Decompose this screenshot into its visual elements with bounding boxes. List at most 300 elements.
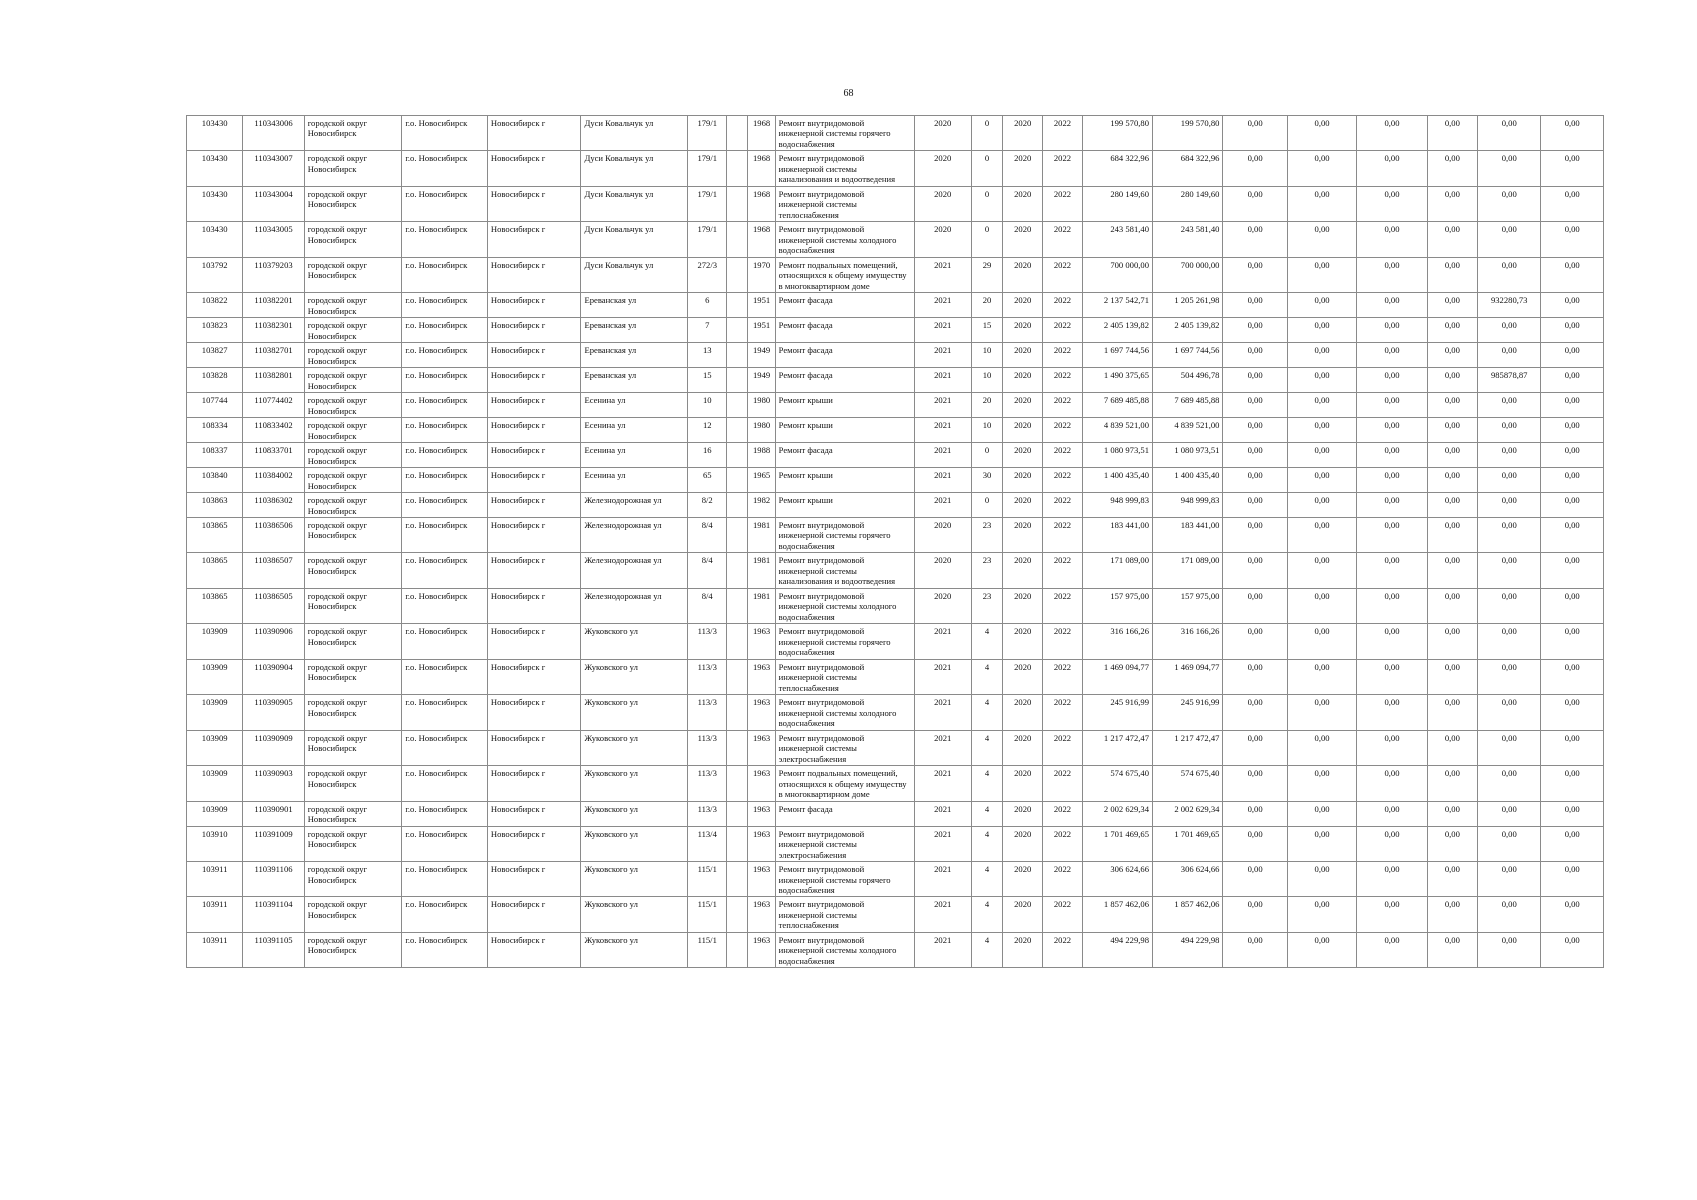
table-row: [187, 766, 1604, 801]
plan-year-cell: 2020: [914, 517, 971, 552]
page-number: 68: [843, 88, 854, 99]
house-number-cell: 8/4: [688, 553, 727, 588]
period-end-cell: 2022: [1043, 517, 1082, 552]
total-cost-cell: 2 137 542,71: [1082, 293, 1152, 318]
settlement-cell: Новосибирск г: [487, 186, 581, 221]
fund-cost-cell: 504 496,78: [1153, 368, 1223, 393]
street-cell: Дуси Ковальчук ул: [581, 257, 688, 292]
local-funds-cell: 0,00: [1357, 624, 1427, 659]
work-type-cell: Ремонт внутридомовой инженерной системы горячего водоснабжения: [775, 517, 914, 552]
owner-funds-cell: 0,00: [1478, 695, 1541, 730]
period-start-cell: 2020: [1003, 624, 1043, 659]
period-end-cell: 2022: [1043, 343, 1082, 368]
period-end-cell: 2022: [1043, 826, 1082, 861]
period-start-cell: 2020: [1003, 897, 1043, 932]
house-number-cell: 65: [688, 468, 727, 493]
plan-year-cell: 2021: [914, 695, 971, 730]
building-letter-cell: [727, 443, 748, 468]
owner-funds-cell: 0,00: [1478, 932, 1541, 967]
period-start-cell: 2020: [1003, 116, 1043, 151]
house-id-cell: 103909: [187, 695, 243, 730]
extra-funds-cell: 0,00: [1541, 257, 1604, 292]
period-start-cell: 2020: [1003, 293, 1043, 318]
regional-funds-cell: 0,00: [1287, 801, 1356, 826]
build-year-cell: 1963: [748, 932, 775, 967]
table-row: [187, 862, 1604, 897]
municipality-cell: городской округ Новосибирск: [304, 418, 402, 443]
federal-funds-cell: 0,00: [1223, 517, 1287, 552]
street-cell: Есенина ул: [581, 393, 688, 418]
settlement-cell: Новосибирск г: [487, 443, 581, 468]
municipality-cell: городской округ Новосибирск: [304, 730, 402, 765]
federal-funds-cell: 0,00: [1223, 368, 1287, 393]
regional-funds-cell: 0,00: [1287, 493, 1356, 518]
regional-funds-cell: 0,00: [1287, 897, 1356, 932]
settlement-cell: Новосибирск г: [487, 826, 581, 861]
work-code-cell: 110384002: [243, 468, 304, 493]
total-cost-cell: 306 624,66: [1082, 862, 1152, 897]
period-end-cell: 2022: [1043, 766, 1082, 801]
period-start-cell: 2020: [1003, 659, 1043, 694]
other-funds-cell: 0,00: [1427, 186, 1477, 221]
settlement-cell: Новосибирск г: [487, 624, 581, 659]
urban-district-cell: г.о. Новосибирск: [402, 443, 488, 468]
period-end-cell: 2022: [1043, 257, 1082, 292]
period-start-cell: 2020: [1003, 257, 1043, 292]
other-funds-cell: 0,00: [1427, 897, 1477, 932]
settlement-cell: Новосибирск г: [487, 801, 581, 826]
building-letter-cell: [727, 222, 748, 257]
work-type-cell: Ремонт внутридомовой инженерной системы электроснабжения: [775, 826, 914, 861]
wear-percent-cell: 29: [971, 257, 1002, 292]
street-cell: Жуковского ул: [581, 766, 688, 801]
urban-district-cell: г.о. Новосибирск: [402, 766, 488, 801]
period-start-cell: 2020: [1003, 553, 1043, 588]
building-letter-cell: [727, 862, 748, 897]
total-cost-cell: 700 000,00: [1082, 257, 1152, 292]
other-funds-cell: 0,00: [1427, 932, 1477, 967]
street-cell: Есенина ул: [581, 418, 688, 443]
urban-district-cell: г.о. Новосибирск: [402, 222, 488, 257]
extra-funds-cell: 0,00: [1541, 186, 1604, 221]
building-letter-cell: [727, 766, 748, 801]
building-letter-cell: [727, 468, 748, 493]
house-number-cell: 113/3: [688, 695, 727, 730]
total-cost-cell: 183 441,00: [1082, 517, 1152, 552]
period-end-cell: 2022: [1043, 897, 1082, 932]
federal-funds-cell: 0,00: [1223, 766, 1287, 801]
work-code-cell: 110390906: [243, 624, 304, 659]
table-row: [187, 730, 1604, 765]
house-id-cell: 103909: [187, 659, 243, 694]
other-funds-cell: 0,00: [1427, 318, 1477, 343]
urban-district-cell: г.о. Новосибирск: [402, 493, 488, 518]
house-number-cell: 6: [688, 293, 727, 318]
period-end-cell: 2022: [1043, 443, 1082, 468]
period-start-cell: 2020: [1003, 588, 1043, 623]
extra-funds-cell: 0,00: [1541, 293, 1604, 318]
house-id-cell: 103827: [187, 343, 243, 368]
local-funds-cell: 0,00: [1357, 659, 1427, 694]
build-year-cell: 1963: [748, 801, 775, 826]
municipality-cell: городской округ Новосибирск: [304, 222, 402, 257]
period-start-cell: 2020: [1003, 368, 1043, 393]
other-funds-cell: 0,00: [1427, 659, 1477, 694]
municipality-cell: городской округ Новосибирск: [304, 257, 402, 292]
work-code-cell: 110833701: [243, 443, 304, 468]
table-row: [187, 826, 1604, 861]
owner-funds-cell: 0,00: [1478, 730, 1541, 765]
work-type-cell: Ремонт фасада: [775, 293, 914, 318]
owner-funds-cell: 0,00: [1478, 862, 1541, 897]
other-funds-cell: 0,00: [1427, 826, 1477, 861]
wear-percent-cell: 20: [971, 293, 1002, 318]
local-funds-cell: 0,00: [1357, 293, 1427, 318]
fund-cost-cell: 1 697 744,56: [1153, 343, 1223, 368]
build-year-cell: 1968: [748, 222, 775, 257]
extra-funds-cell: 0,00: [1541, 801, 1604, 826]
local-funds-cell: 0,00: [1357, 932, 1427, 967]
owner-funds-cell: 0,00: [1478, 517, 1541, 552]
urban-district-cell: г.о. Новосибирск: [402, 659, 488, 694]
period-end-cell: 2022: [1043, 730, 1082, 765]
table-row: [187, 368, 1604, 393]
work-type-cell: Ремонт внутридомовой инженерной системы канализования и водоотведения: [775, 553, 914, 588]
federal-funds-cell: 0,00: [1223, 293, 1287, 318]
street-cell: Жуковского ул: [581, 826, 688, 861]
build-year-cell: 1965: [748, 468, 775, 493]
house-number-cell: 8/2: [688, 493, 727, 518]
work-code-cell: 110390903: [243, 766, 304, 801]
regional-funds-cell: 0,00: [1287, 343, 1356, 368]
wear-percent-cell: 4: [971, 826, 1002, 861]
federal-funds-cell: 0,00: [1223, 468, 1287, 493]
wear-percent-cell: 0: [971, 493, 1002, 518]
total-cost-cell: 574 675,40: [1082, 766, 1152, 801]
owner-funds-cell: 985878,87: [1478, 368, 1541, 393]
total-cost-cell: 1 697 744,56: [1082, 343, 1152, 368]
settlement-cell: Новосибирск г: [487, 368, 581, 393]
period-start-cell: 2020: [1003, 418, 1043, 443]
build-year-cell: 1951: [748, 318, 775, 343]
building-letter-cell: [727, 897, 748, 932]
work-code-cell: 110382701: [243, 343, 304, 368]
fund-cost-cell: 1 400 435,40: [1153, 468, 1223, 493]
house-id-cell: 103823: [187, 318, 243, 343]
build-year-cell: 1963: [748, 826, 775, 861]
local-funds-cell: 0,00: [1357, 493, 1427, 518]
wear-percent-cell: 15: [971, 318, 1002, 343]
total-cost-cell: 1 400 435,40: [1082, 468, 1152, 493]
work-type-cell: Ремонт внутридомовой инженерной системы теплоснабжения: [775, 186, 914, 221]
street-cell: Жуковского ул: [581, 897, 688, 932]
work-code-cell: 110379203: [243, 257, 304, 292]
period-end-cell: 2022: [1043, 588, 1082, 623]
plan-year-cell: 2021: [914, 730, 971, 765]
total-cost-cell: 1 217 472,47: [1082, 730, 1152, 765]
building-letter-cell: [727, 116, 748, 151]
regional-funds-cell: 0,00: [1287, 368, 1356, 393]
table-row: [187, 151, 1604, 186]
owner-funds-cell: 0,00: [1478, 393, 1541, 418]
municipality-cell: городской округ Новосибирск: [304, 932, 402, 967]
period-start-cell: 2020: [1003, 932, 1043, 967]
municipality-cell: городской округ Новосибирск: [304, 343, 402, 368]
municipality-cell: городской округ Новосибирск: [304, 517, 402, 552]
street-cell: Ереванская ул: [581, 293, 688, 318]
federal-funds-cell: 0,00: [1223, 659, 1287, 694]
work-code-cell: 110833402: [243, 418, 304, 443]
local-funds-cell: 0,00: [1357, 588, 1427, 623]
street-cell: Жуковского ул: [581, 932, 688, 967]
total-cost-cell: 316 166,26: [1082, 624, 1152, 659]
work-type-cell: Ремонт крыши: [775, 468, 914, 493]
owner-funds-cell: 0,00: [1478, 801, 1541, 826]
municipality-cell: городской округ Новосибирск: [304, 443, 402, 468]
regional-funds-cell: 0,00: [1287, 293, 1356, 318]
house-number-cell: 115/1: [688, 862, 727, 897]
street-cell: Ереванская ул: [581, 318, 688, 343]
work-code-cell: 110390909: [243, 730, 304, 765]
owner-funds-cell: 0,00: [1478, 418, 1541, 443]
federal-funds-cell: 0,00: [1223, 186, 1287, 221]
federal-funds-cell: 0,00: [1223, 588, 1287, 623]
urban-district-cell: г.о. Новосибирск: [402, 897, 488, 932]
urban-district-cell: г.о. Новосибирск: [402, 826, 488, 861]
extra-funds-cell: 0,00: [1541, 318, 1604, 343]
fund-cost-cell: 1 205 261,98: [1153, 293, 1223, 318]
fund-cost-cell: 1 469 094,77: [1153, 659, 1223, 694]
plan-year-cell: 2021: [914, 418, 971, 443]
work-type-cell: Ремонт внутридомовой инженерной системы горячего водоснабжения: [775, 624, 914, 659]
federal-funds-cell: 0,00: [1223, 730, 1287, 765]
wear-percent-cell: 23: [971, 588, 1002, 623]
extra-funds-cell: 0,00: [1541, 116, 1604, 151]
capital-repair-register-table: [186, 115, 1604, 968]
federal-funds-cell: 0,00: [1223, 343, 1287, 368]
total-cost-cell: 1 857 462,06: [1082, 897, 1152, 932]
plan-year-cell: 2021: [914, 766, 971, 801]
extra-funds-cell: 0,00: [1541, 443, 1604, 468]
regional-funds-cell: 0,00: [1287, 932, 1356, 967]
table-row: [187, 588, 1604, 623]
other-funds-cell: 0,00: [1427, 393, 1477, 418]
house-id-cell: 103865: [187, 517, 243, 552]
other-funds-cell: 0,00: [1427, 468, 1477, 493]
federal-funds-cell: 0,00: [1223, 151, 1287, 186]
urban-district-cell: г.о. Новосибирск: [402, 318, 488, 343]
house-number-cell: 13: [688, 343, 727, 368]
urban-district-cell: г.о. Новосибирск: [402, 468, 488, 493]
plan-year-cell: 2020: [914, 588, 971, 623]
building-letter-cell: [727, 826, 748, 861]
table-row: [187, 257, 1604, 292]
wear-percent-cell: 4: [971, 801, 1002, 826]
fund-cost-cell: 4 839 521,00: [1153, 418, 1223, 443]
settlement-cell: Новосибирск г: [487, 766, 581, 801]
municipality-cell: городской округ Новосибирск: [304, 588, 402, 623]
other-funds-cell: 0,00: [1427, 418, 1477, 443]
federal-funds-cell: 0,00: [1223, 257, 1287, 292]
regional-funds-cell: 0,00: [1287, 443, 1356, 468]
period-start-cell: 2020: [1003, 151, 1043, 186]
work-code-cell: 110386302: [243, 493, 304, 518]
fund-cost-cell: 1 857 462,06: [1153, 897, 1223, 932]
local-funds-cell: 0,00: [1357, 862, 1427, 897]
settlement-cell: Новосибирск г: [487, 588, 581, 623]
work-type-cell: Ремонт внутридомовой инженерной системы холодного водоснабжения: [775, 222, 914, 257]
local-funds-cell: 0,00: [1357, 418, 1427, 443]
work-type-cell: Ремонт крыши: [775, 493, 914, 518]
plan-year-cell: 2021: [914, 393, 971, 418]
wear-percent-cell: 4: [971, 766, 1002, 801]
table-row: [187, 443, 1604, 468]
plan-year-cell: 2021: [914, 368, 971, 393]
settlement-cell: Новосибирск г: [487, 862, 581, 897]
street-cell: Дуси Ковальчук ул: [581, 116, 688, 151]
work-type-cell: Ремонт внутридомовой инженерной системы холодного водоснабжения: [775, 588, 914, 623]
total-cost-cell: 2 002 629,34: [1082, 801, 1152, 826]
regional-funds-cell: 0,00: [1287, 553, 1356, 588]
federal-funds-cell: 0,00: [1223, 418, 1287, 443]
owner-funds-cell: 0,00: [1478, 659, 1541, 694]
house-number-cell: 179/1: [688, 222, 727, 257]
regional-funds-cell: 0,00: [1287, 659, 1356, 694]
house-number-cell: 15: [688, 368, 727, 393]
municipality-cell: городской округ Новосибирск: [304, 368, 402, 393]
period-end-cell: 2022: [1043, 116, 1082, 151]
fund-cost-cell: 157 975,00: [1153, 588, 1223, 623]
period-start-cell: 2020: [1003, 393, 1043, 418]
total-cost-cell: 157 975,00: [1082, 588, 1152, 623]
house-id-cell: 103909: [187, 730, 243, 765]
house-id-cell: 103909: [187, 801, 243, 826]
house-number-cell: 113/3: [688, 801, 727, 826]
table-row: [187, 897, 1604, 932]
build-year-cell: 1963: [748, 624, 775, 659]
building-letter-cell: [727, 257, 748, 292]
extra-funds-cell: 0,00: [1541, 468, 1604, 493]
work-code-cell: 110391104: [243, 897, 304, 932]
fund-cost-cell: 7 689 485,88: [1153, 393, 1223, 418]
other-funds-cell: 0,00: [1427, 293, 1477, 318]
fund-cost-cell: 316 166,26: [1153, 624, 1223, 659]
local-funds-cell: 0,00: [1357, 222, 1427, 257]
wear-percent-cell: 0: [971, 443, 1002, 468]
house-number-cell: 113/4: [688, 826, 727, 861]
settlement-cell: Новосибирск г: [487, 659, 581, 694]
work-type-cell: Ремонт фасада: [775, 343, 914, 368]
house-id-cell: 107744: [187, 393, 243, 418]
owner-funds-cell: 0,00: [1478, 343, 1541, 368]
period-start-cell: 2020: [1003, 826, 1043, 861]
house-id-cell: 103430: [187, 151, 243, 186]
build-year-cell: 1968: [748, 116, 775, 151]
build-year-cell: 1980: [748, 418, 775, 443]
work-code-cell: 110386506: [243, 517, 304, 552]
fund-cost-cell: 183 441,00: [1153, 517, 1223, 552]
work-type-cell: Ремонт внутридомовой инженерной системы горячего водоснабжения: [775, 862, 914, 897]
period-end-cell: 2022: [1043, 318, 1082, 343]
municipality-cell: городской округ Новосибирск: [304, 659, 402, 694]
plan-year-cell: 2020: [914, 222, 971, 257]
federal-funds-cell: 0,00: [1223, 826, 1287, 861]
municipality-cell: городской округ Новосибирск: [304, 493, 402, 518]
period-start-cell: 2020: [1003, 801, 1043, 826]
build-year-cell: 1963: [748, 897, 775, 932]
settlement-cell: Новосибирск г: [487, 151, 581, 186]
regional-funds-cell: 0,00: [1287, 418, 1356, 443]
regional-funds-cell: 0,00: [1287, 151, 1356, 186]
other-funds-cell: 0,00: [1427, 624, 1477, 659]
owner-funds-cell: 0,00: [1478, 766, 1541, 801]
extra-funds-cell: 0,00: [1541, 368, 1604, 393]
owner-funds-cell: 0,00: [1478, 222, 1541, 257]
fund-cost-cell: 1 701 469,65: [1153, 826, 1223, 861]
extra-funds-cell: 0,00: [1541, 222, 1604, 257]
building-letter-cell: [727, 418, 748, 443]
street-cell: Дуси Ковальчук ул: [581, 151, 688, 186]
build-year-cell: 1980: [748, 393, 775, 418]
house-number-cell: 7: [688, 318, 727, 343]
house-number-cell: 113/3: [688, 766, 727, 801]
other-funds-cell: 0,00: [1427, 493, 1477, 518]
work-type-cell: Ремонт подвальных помещений, относящихся к общему имуществу в многоквартирном доме: [775, 257, 914, 292]
building-letter-cell: [727, 493, 748, 518]
settlement-cell: Новосибирск г: [487, 343, 581, 368]
fund-cost-cell: 574 675,40: [1153, 766, 1223, 801]
urban-district-cell: г.о. Новосибирск: [402, 932, 488, 967]
regional-funds-cell: 0,00: [1287, 257, 1356, 292]
fund-cost-cell: 2 405 139,82: [1153, 318, 1223, 343]
total-cost-cell: 280 149,60: [1082, 186, 1152, 221]
house-number-cell: 179/1: [688, 116, 727, 151]
urban-district-cell: г.о. Новосибирск: [402, 393, 488, 418]
owner-funds-cell: 0,00: [1478, 826, 1541, 861]
other-funds-cell: 0,00: [1427, 730, 1477, 765]
table-row: [187, 222, 1604, 257]
work-type-cell: Ремонт крыши: [775, 393, 914, 418]
wear-percent-cell: 20: [971, 393, 1002, 418]
period-start-cell: 2020: [1003, 343, 1043, 368]
period-start-cell: 2020: [1003, 186, 1043, 221]
extra-funds-cell: 0,00: [1541, 493, 1604, 518]
work-code-cell: 110390905: [243, 695, 304, 730]
house-id-cell: 103865: [187, 553, 243, 588]
extra-funds-cell: 0,00: [1541, 151, 1604, 186]
table-row: [187, 553, 1604, 588]
table-row: [187, 517, 1604, 552]
owner-funds-cell: 0,00: [1478, 588, 1541, 623]
house-number-cell: 12: [688, 418, 727, 443]
settlement-cell: Новосибирск г: [487, 293, 581, 318]
house-id-cell: 103840: [187, 468, 243, 493]
owner-funds-cell: 0,00: [1478, 151, 1541, 186]
total-cost-cell: 245 916,99: [1082, 695, 1152, 730]
street-cell: Железнодорожная ул: [581, 553, 688, 588]
wear-percent-cell: 0: [971, 222, 1002, 257]
wear-percent-cell: 10: [971, 418, 1002, 443]
wear-percent-cell: 4: [971, 932, 1002, 967]
house-id-cell: 103910: [187, 826, 243, 861]
extra-funds-cell: 0,00: [1541, 862, 1604, 897]
urban-district-cell: г.о. Новосибирск: [402, 553, 488, 588]
settlement-cell: Новосибирск г: [487, 730, 581, 765]
period-end-cell: 2022: [1043, 393, 1082, 418]
extra-funds-cell: 0,00: [1541, 897, 1604, 932]
fund-cost-cell: 245 916,99: [1153, 695, 1223, 730]
work-code-cell: 110382201: [243, 293, 304, 318]
